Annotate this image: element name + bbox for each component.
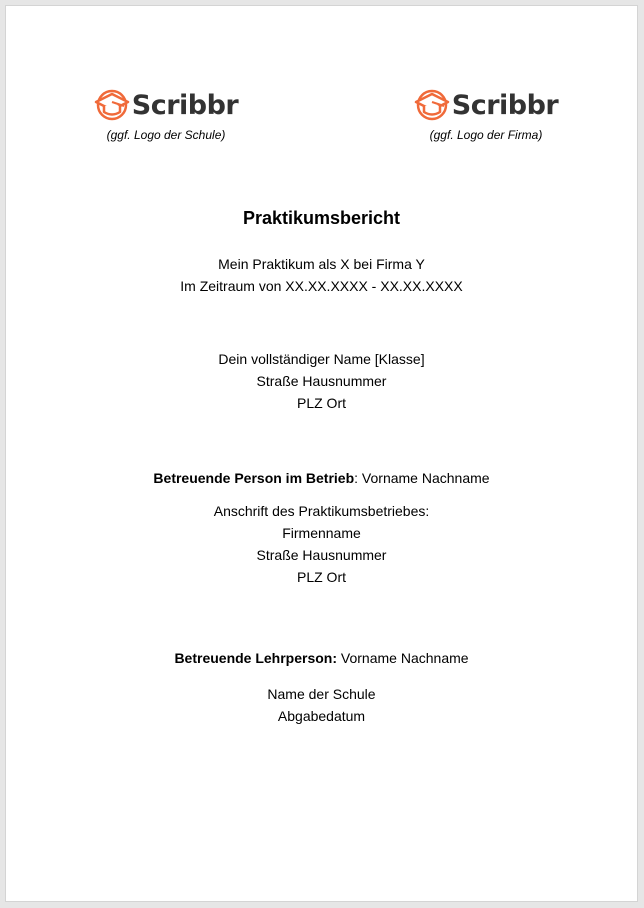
teacher-line [6,647,637,669]
supervisor-line [6,467,637,489]
company-address-label: Anschrift des Praktikumsbetriebes: [213,503,430,519]
logo-brand-text: Scribbr [451,89,559,121]
teacher-label: Betreuende Lehrperson: [174,650,338,666]
subtitle-line-1: Mein Praktikum als X bei Firma Y [218,256,425,272]
supervisor-value: : Vorname Nachname [354,470,490,486]
logo-brand-text: Scribbr [131,89,239,121]
supervisor-label: Betreuende Person im Betrieb [153,470,355,486]
school-logo-caption: (ggf. Logo der Schule) [106,128,226,142]
company-name: Firmenname [282,525,361,541]
subtitle-line-2: Im Zeitraum von XX.XX.XXXX - XX.XX.XXXX [180,278,463,294]
school-name: Name der Schule [267,686,376,702]
company-logo-caption: (ggf. Logo der Firma) [429,128,543,142]
student-street: Straße Hausnummer [256,373,387,389]
school-logo-block [81,88,251,142]
student-city: PLZ Ort [296,395,346,411]
due-date: Abgabedatum [277,708,366,724]
teacher-value: Vorname Nachname [337,650,469,666]
document-title: Praktikumsbericht [242,208,401,228]
school-due-block [6,683,637,727]
company-street: Straße Hausnummer [256,547,387,563]
document-page [5,5,638,902]
company-logo [401,88,571,122]
graduation-cap-icon [414,89,450,121]
student-block [6,348,637,414]
graduation-cap-icon [94,89,130,121]
student-name: Dein vollständiger Name [Klasse] [218,351,425,367]
school-logo [81,88,251,122]
company-logo-block [401,88,571,142]
company-city: PLZ Ort [296,569,346,585]
company-address-block [6,500,637,588]
subtitle-block [6,253,637,297]
